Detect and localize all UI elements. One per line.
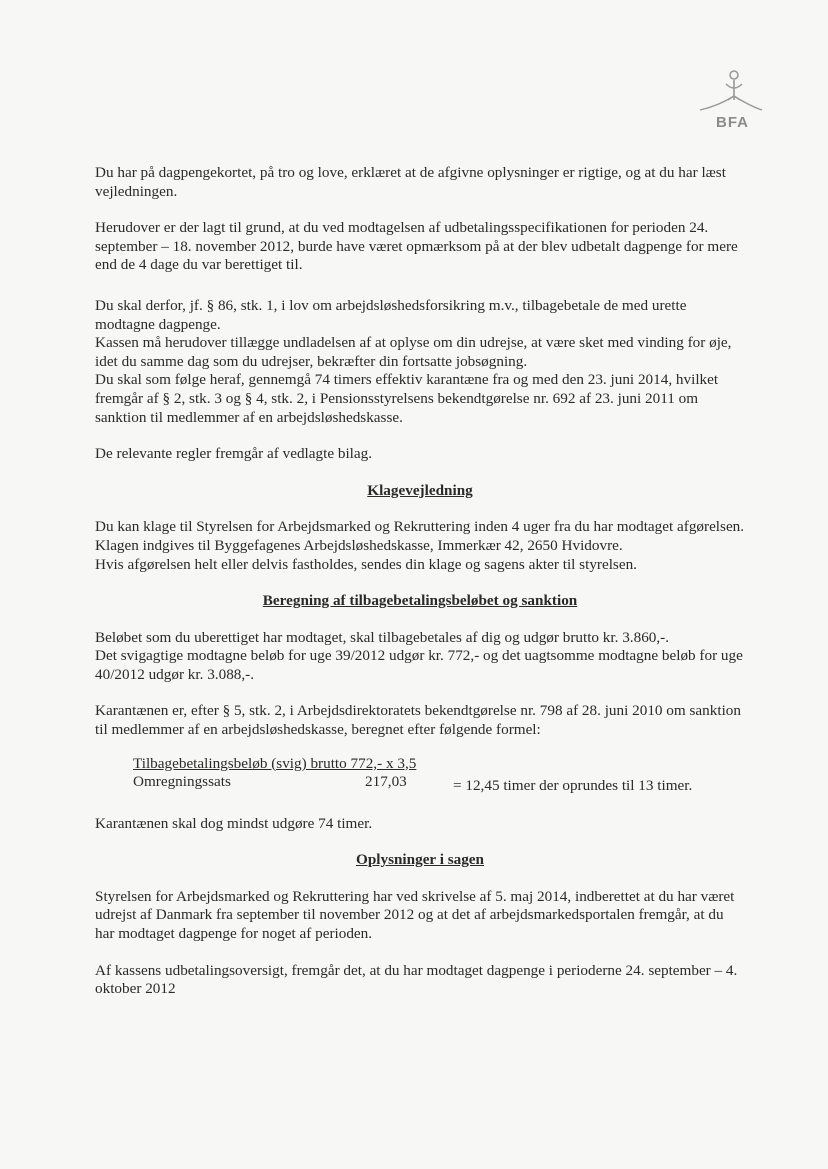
heading-klagevejledning: Klagevejledning <box>367 481 473 499</box>
paragraph-complaint-forwarding: Hvis afgørelsen helt eller delvis fastholdes, sendes din klage og sagens akter til styrelsen. <box>95 555 637 573</box>
paragraph-complaint-deadline: Du kan klage til Styrelsen for Arbejdsmarked og Rekruttering inden 4 uger fra du har modtaget afgørelsen. <box>95 518 745 536</box>
formula-numerator: Tilbagebetalingsbeløb (svig) brutto 772,- x 3,5 <box>133 754 417 772</box>
logo-text: BFA <box>716 114 749 131</box>
paragraph-repayment: Du skal derfor, jf. § 86, stk. 1, i lov om arbejdsløshedsforsikring m.v., tilbagebetale de med urette modtagne dagpenge. <box>95 296 687 333</box>
letter-body <box>95 164 745 999</box>
paragraph-quarantine-formula-intro: Karantænen er, efter § 5, stk. 2, i Arbejdsdirektoratets bekendtgørelse nr. 798 af 28. juni 2010 om sanktion til medlemmer af en arbejdsløshedskasse, beregnet efter følgende formel: <box>95 702 741 739</box>
formula-result: = 12,45 timer der oprundes til 13 timer. <box>453 776 693 794</box>
paragraph-agency-report: Styrelsen for Arbejdsmarked og Rekruttering har ved skrivelse af 5. maj 2014, indberettet at du har været udrejst af Danmark fra september til november 2012 og at det af arbejdsmarkedsportalen fremgår, at du har modtaget dagpenge for noget af perioden. <box>95 887 735 943</box>
paragraph-declaration: Du har på dagpengekortet, på tro og love, erklæret at de afgivne oplysninger er rigtige, og at du har læst vejledningen. <box>95 164 726 200</box>
paragraph-rules-attached: De relevante regler fremgår af vedlagte bilag. <box>95 445 373 463</box>
heading-beregning: Beregning af tilbagebetalingsbeløbet og sanktion <box>262 592 578 610</box>
paragraph-repayment-amount: Beløbet som du uberettiget har modtaget, skal tilbagebetales af dig og udgør brutto kr. 3.860,-. <box>95 628 670 646</box>
paragraph-complaint-address: Klagen indgives til Byggefagenes Arbejdsløshedskasse, Immerkær 42, 2650 Hvidovre. <box>95 536 623 554</box>
paragraph-quarantine: Du skal som følge heraf, gennemgå 74 timers effektiv karantæne fra og med den 23. juni 2014, hvilket fremgår af § 2, stk. 3 og § 4, stk. 2, i Pensionsstyrelsens bekendtgørelse nr. 692 af 23. juni 2011 om sanktion til medlemmer af en arbejdsløshedskasse. <box>95 371 719 426</box>
quarantine-formula <box>133 755 745 797</box>
paragraph-payment-overview: Af kassens udbetalingsoversigt, fremgår det, at du har modtaget dagpenge i perioderne 24. september – 4. oktober 2012 <box>95 961 738 998</box>
formula-denominator-value: 217,03 <box>365 772 407 790</box>
paragraph-minimum-quarantine: Karantænen skal dog mindst udgøre 74 timer. <box>95 814 373 832</box>
heading-oplysninger: Oplysninger i sagen <box>356 851 484 869</box>
paragraph-payment-period: Herudover er der lagt til grund, at du ved modtagelsen af udbetalingsspecifikationen for perioden 24. september – 18. november 2012, burde have været opmærksom på at der blev udbetalt dagpenge for mere end de 4 dage du var berettiget til. <box>95 219 738 274</box>
paragraph-undisclosed-departure: Kassen må herudover tillægge undladelsen af at oplyse om din udrejse, at være sket med vinding for øje, idet du samme dag som du udrejser, bekræfter din fortsatte jobsøgning. <box>95 334 732 370</box>
formula-denominator-label: Omregningssats <box>133 772 231 790</box>
paragraph-fraudulent-amount: Det svigagtige modtagne beløb for uge 39/2012 udgør kr. 772,- og det uagtsomme modtagne beløb for uge 40/2012 udgør kr. 3.088,-. <box>95 647 743 683</box>
